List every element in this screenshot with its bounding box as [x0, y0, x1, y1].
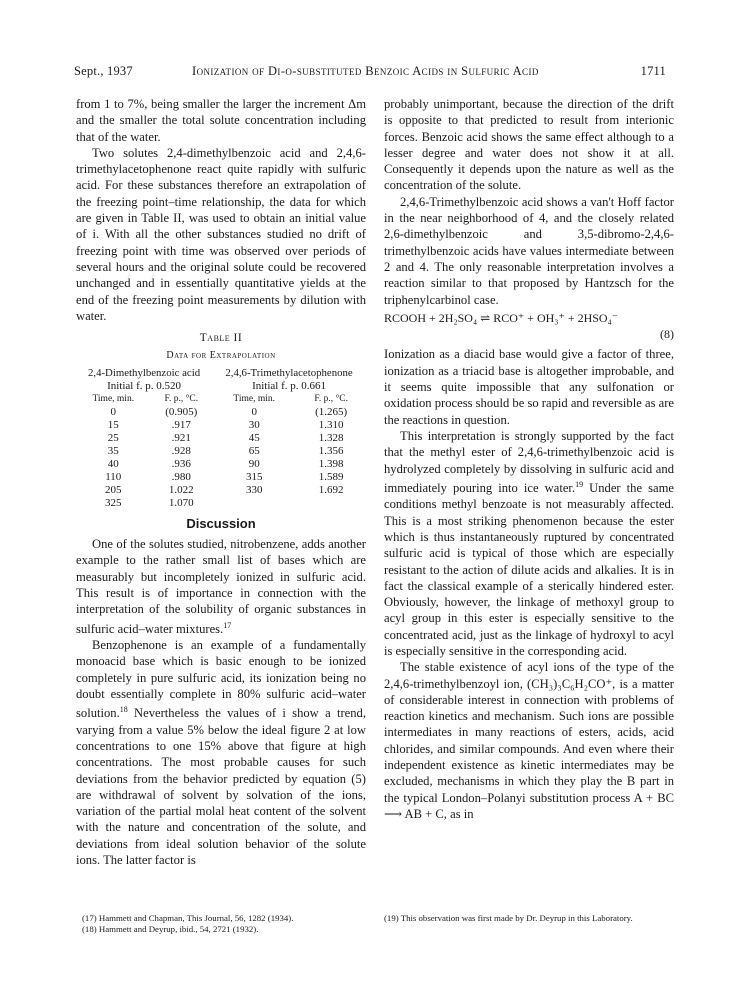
table-cell: .980 [171, 470, 191, 483]
table-row [76, 419, 366, 432]
table-cell: 1.070 [168, 496, 194, 509]
table-cell: 1.356 [318, 444, 344, 457]
table-cell: 1.310 [318, 418, 344, 431]
paragraph: from 1 to 7%, being smaller the larger the increment Δm and the smaller the total solute concentration including that of the water. [76, 97, 366, 144]
paragraph [384, 428, 674, 659]
table-row [76, 445, 366, 458]
table-cell: 0 [110, 405, 117, 418]
table-cell: 205 [105, 483, 122, 496]
paragraph-text: Under the same conditions methyl benzoate is not measurably affected. This is a most striking phenomenon because the ester which is thus instantaneously ruptured by concentrated sulfuric acid is typical of those which are especially resistant to the action of dilute acids and alkalies. It is in fact the classical example of a sterically hindered ester. Obviously, however, the linkage of methoxyl group to acyl group in this ester is especially sensitive to the concentrated acid, just as the linkage of hydroxyl to acyl is especially sensitive in the corresponding acid. [384, 481, 674, 658]
data-table [76, 367, 366, 510]
table-row [76, 471, 366, 484]
table-cell: 1.022 [168, 483, 194, 496]
table-row [76, 458, 366, 471]
table-cell: 25 [107, 431, 119, 444]
running-header [74, 64, 666, 82]
table-cell: 40 [107, 457, 119, 470]
paragraph: The stable existence of acyl ions of the type of the 2,4,6-trimethylbenzoyl ion, (CH₃)₃C₆H₂CO⁺, is a matter of considerable interest in connection with problems of reaction kinetics and mechanism. Such ions are possible intermediates in many reactions of esters, acids, acid chlorides, and similar compounds. And even where their independent existence as kinetic intermediates may be excluded, mechanisms in which they play the B part in the typical London–Polanyi substitution process A + BC ⟶ AB + C, as in [384, 660, 674, 821]
table-cell: 315 [245, 470, 263, 483]
table-cell: .936 [171, 457, 191, 470]
paragraph: 2,4,6-Trimethylbenzoic acid shows a van't Hoff factor in the near neighborhood of 4, and the closely related 2,6-dimethylbenzoic and 3,5-dibromo-2,4,6-trimethylbenzoic acids have values intermediate between 2 and 4. The only reasonable interpretation involves a reaction similar to that proposed by Hantzsch for the triphenylcarbinol case. [384, 194, 674, 307]
table-cell: (1.265) [315, 405, 348, 418]
paragraph-text: Benzophenone is an example of a fundamentally monoacid base which is basic enough to be ionized completely in pure sulfuric acid, its ionization being no doubt essentially complete in 80% sulfuric acid–water solution. [76, 638, 366, 721]
table-col-header: F. p., °C. [164, 393, 199, 404]
left-column [76, 96, 366, 868]
paragraph: probably unimportant, because the direction of the drift is opposite to that predicted to result from interionic forces. Benzoic acid shows the same effect although to a lesser degree and water does not show it at all. Consequently it depends upon the nature as well as the concentration of the solute. [384, 97, 674, 193]
footnote: (18) Hammett and Deyrup, ibid., 54, 2721 (1932). [82, 924, 259, 934]
paragraph-text: Nevertheless the values of i show a trend, varying from a value 5% below the ideal figure 2 at low concentrations to one 15% above that figure at high concentrations. The most probable causes for such deviations from the behavior predicted by equation (5) are withdrawal of solvent by solvation of the ions, variation of the partial molal heat content of the solvent with the nature and concentration of the solute, and deviations from ideal solution behavior of the solute ions. The latter factor is [76, 706, 366, 868]
section-heading: Discussion [186, 515, 256, 531]
table-initial-fp: Initial f. p. 0.661 [252, 379, 326, 392]
paragraph-text: One of the solutes studied, nitrobenzene, adds another example to the rather small list of bases which are measurably but incompletely ionized in sulfuric acid. This result is of importance in connection with the interpretation of the solubility of organic substances in sulfuric acid–water mixtures. [76, 537, 366, 636]
paragraph-text: This interpretation is strongly supported by the fact that the methyl ester of 2,4,6-trimethylbenzoic acid is hydrolyzed completely by dissolving in sulfuric acid and immediately pouring into ice water. [384, 428, 674, 496]
footnote-ref: 18 [119, 705, 128, 715]
paragraph: Ionization as a diacid base would give a factor of three, ionization as a triacid base is altogether improbable, and it seems quite impossible that any sulfonation or oxidation process should be so rapid and reversible as are the reactions in question. [384, 347, 674, 427]
table-cell: 15 [107, 418, 119, 431]
table-row [76, 484, 366, 497]
paragraph: Two solutes 2,4-dimethylbenzoic acid and 2,4,6-trimethylacetophenone react quite rapidly with sulfuric acid. For these substances therefore an extrapolation of the freezing point–time relationship, the data for which are given in Table II, was used to obtain an initial value of i. With all the other substances studied no drift of freezing point with time was observed over periods of several hours and the original solute could be recovered unchanged and in essentially quantitative yields at the end of the freezing point measurements by dilution with water. [76, 145, 366, 323]
table-cell: 45 [248, 431, 260, 444]
header-date: Sept., 1937 [74, 64, 133, 78]
table-cell: (0.905) [165, 405, 198, 418]
table-subtitle: Data for Extrapolation [166, 350, 276, 362]
table-initial-fp: Initial f. p. 0.520 [107, 379, 181, 392]
equation: RCOOH + 2H₂SO₄ ⇌ RCO⁺ + OH₃⁺ + 2HSO₄⁻ [384, 310, 619, 325]
table-cell: 65 [248, 444, 260, 457]
table-solute-header: 2,4,6-Trimethylacetophenone [225, 366, 353, 379]
table-cell: 35 [107, 444, 119, 457]
table-solute-header: 2,4-Dimethylbenzoic acid [87, 366, 201, 379]
table-cell: 1.692 [318, 483, 344, 496]
table-col-header: F. p., °C. [314, 393, 349, 404]
footnotes [82, 913, 372, 935]
table-cell: 90 [248, 457, 260, 470]
footnote-ref: 19 [575, 479, 584, 489]
table-cell: 1.328 [318, 431, 344, 444]
table-col-header: Time, min. [92, 393, 135, 404]
footnote-ref: 17 [223, 620, 232, 630]
footnote: (19) This observation was first made by Dr. Deyrup in this Laboratory. [384, 913, 633, 923]
footnote: (17) Hammett and Chapman, This Journal, 56, 1282 (1934). [82, 913, 294, 923]
table-row [76, 406, 366, 419]
right-column [384, 96, 674, 822]
table-row [76, 497, 366, 510]
table-cell: .917 [171, 418, 191, 431]
table-row [76, 432, 366, 445]
table-cell: .921 [171, 431, 191, 444]
paragraph [76, 637, 366, 868]
table-cell [212, 497, 296, 510]
footnotes [384, 913, 674, 924]
equation-number: (8) [660, 327, 674, 342]
table-cell: 1.589 [318, 470, 344, 483]
table-cell: 30 [248, 418, 260, 431]
table-title: Table II [199, 332, 243, 345]
paragraph [76, 536, 366, 637]
header-title: Ionization of Di-o-substituted Benzoic Acids in Sulfuric Acid [192, 64, 539, 78]
table-cell: 330 [245, 483, 263, 496]
page-number: 1711 [640, 64, 666, 78]
table-cell: 0 [251, 405, 257, 418]
table-cell: 325 [105, 496, 122, 509]
table-cell: 110 [105, 470, 122, 483]
table-cell [296, 497, 366, 510]
table-cell: .928 [171, 444, 191, 457]
table-col-header: Time, min. [233, 393, 276, 404]
table-cell: 1.398 [318, 457, 344, 470]
